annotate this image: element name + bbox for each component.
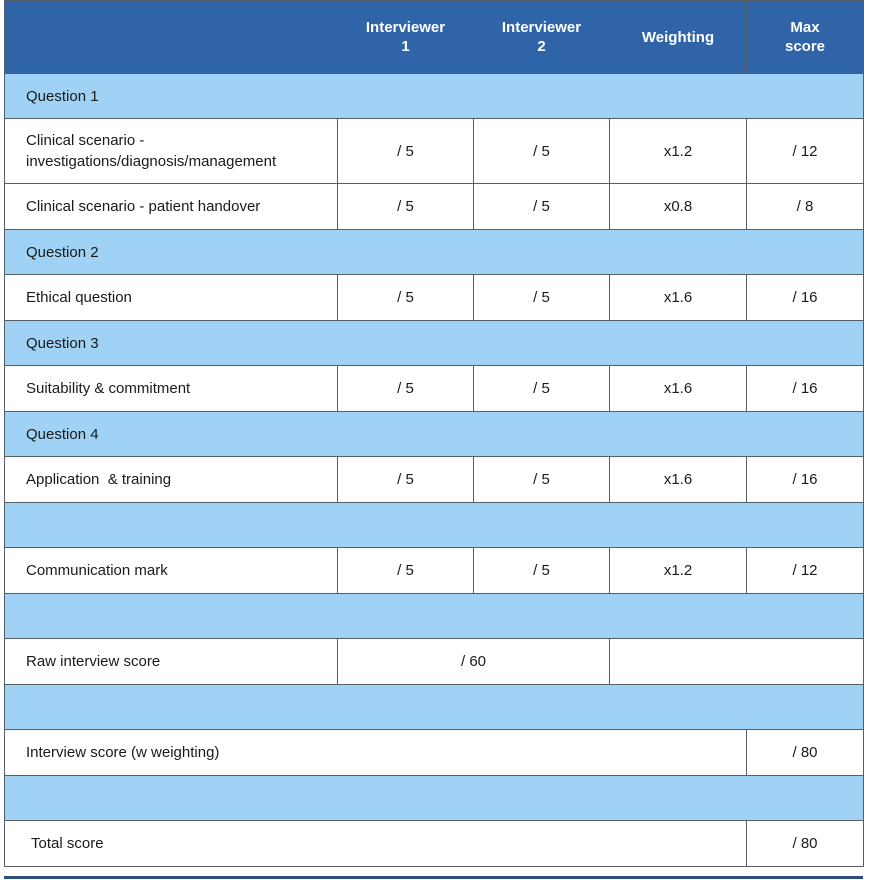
header-weighting: Weighting bbox=[610, 1, 747, 74]
header-interviewer-2: Interviewer 2 bbox=[474, 1, 610, 74]
total-score-row bbox=[5, 821, 864, 867]
weighting-value: x1.6 bbox=[610, 457, 747, 503]
section-question-4 bbox=[5, 412, 864, 457]
spacer-row bbox=[5, 776, 864, 821]
weighting-value: x1.2 bbox=[610, 119, 747, 184]
row-label: Communication mark bbox=[5, 548, 338, 594]
interviewer-1-score[interactable]: / 5 bbox=[338, 457, 474, 503]
max-score-value[interactable]: / 80 bbox=[747, 821, 864, 867]
row-label: Interview score (w weighting) bbox=[5, 730, 747, 776]
max-score-value: / 16 bbox=[747, 275, 864, 321]
communication-row bbox=[5, 548, 864, 594]
weighting-value: x1.2 bbox=[610, 548, 747, 594]
interviewer-2-score[interactable]: / 5 bbox=[474, 548, 610, 594]
score-sheet bbox=[4, 0, 863, 867]
section-question-2 bbox=[5, 230, 864, 275]
table-row bbox=[5, 184, 864, 230]
section-question-3 bbox=[5, 321, 864, 366]
spacer-row bbox=[5, 503, 864, 548]
max-score-value: / 16 bbox=[747, 457, 864, 503]
max-score-value: / 8 bbox=[747, 184, 864, 230]
interviewer-1-score[interactable]: / 5 bbox=[338, 366, 474, 412]
interviewer-1-score[interactable]: / 5 bbox=[338, 548, 474, 594]
section-question-1 bbox=[5, 74, 864, 119]
max-score-value: / 16 bbox=[747, 366, 864, 412]
row-label: Clinical scenario - investigations/diagnosis/management bbox=[5, 119, 338, 184]
section-title: Question 4 bbox=[5, 412, 864, 457]
spacer-row bbox=[5, 594, 864, 639]
interviewer-1-score[interactable]: / 5 bbox=[338, 275, 474, 321]
weighted-score-row bbox=[5, 730, 864, 776]
header-interviewer-1: Interviewer 1 bbox=[338, 1, 474, 74]
interviewer-1-score[interactable]: / 5 bbox=[338, 119, 474, 184]
interviewer-2-score[interactable]: / 5 bbox=[474, 184, 610, 230]
row-label: Clinical scenario - patient handover bbox=[5, 184, 338, 230]
section-title: Question 3 bbox=[5, 321, 864, 366]
max-score-value: / 12 bbox=[747, 548, 864, 594]
row-label: Suitability & commitment bbox=[5, 366, 338, 412]
bottom-border bbox=[4, 876, 863, 879]
row-label: Total score bbox=[5, 821, 747, 867]
table-row bbox=[5, 119, 864, 184]
table-row bbox=[5, 366, 864, 412]
row-label: Application & training bbox=[5, 457, 338, 503]
spacer-cell bbox=[5, 503, 864, 548]
max-score-value: / 12 bbox=[747, 119, 864, 184]
raw-score-row bbox=[5, 639, 864, 685]
weighting-value: x1.6 bbox=[610, 275, 747, 321]
section-title: Question 1 bbox=[5, 74, 864, 119]
spacer-cell bbox=[5, 685, 864, 730]
interviewer-1-score[interactable]: / 5 bbox=[338, 184, 474, 230]
header-max-score: Max score bbox=[747, 1, 864, 74]
scoring-table bbox=[4, 0, 864, 867]
header-criteria bbox=[5, 1, 338, 74]
table-row bbox=[5, 457, 864, 503]
spacer-row bbox=[5, 685, 864, 730]
interviewer-2-score[interactable]: / 5 bbox=[474, 457, 610, 503]
section-title: Question 2 bbox=[5, 230, 864, 275]
interviewer-2-score[interactable]: / 5 bbox=[474, 366, 610, 412]
row-label: Raw interview score bbox=[5, 639, 338, 685]
weighting-value: x0.8 bbox=[610, 184, 747, 230]
empty-cell bbox=[610, 639, 864, 685]
spacer-cell bbox=[5, 776, 864, 821]
spacer-cell bbox=[5, 594, 864, 639]
interviewer-2-score[interactable]: / 5 bbox=[474, 119, 610, 184]
max-score-value[interactable]: / 80 bbox=[747, 730, 864, 776]
header-row bbox=[5, 1, 864, 74]
table-row bbox=[5, 275, 864, 321]
interviewer-2-score[interactable]: / 5 bbox=[474, 275, 610, 321]
raw-score-value[interactable]: / 60 bbox=[338, 639, 610, 685]
weighting-value: x1.6 bbox=[610, 366, 747, 412]
row-label: Ethical question bbox=[5, 275, 338, 321]
